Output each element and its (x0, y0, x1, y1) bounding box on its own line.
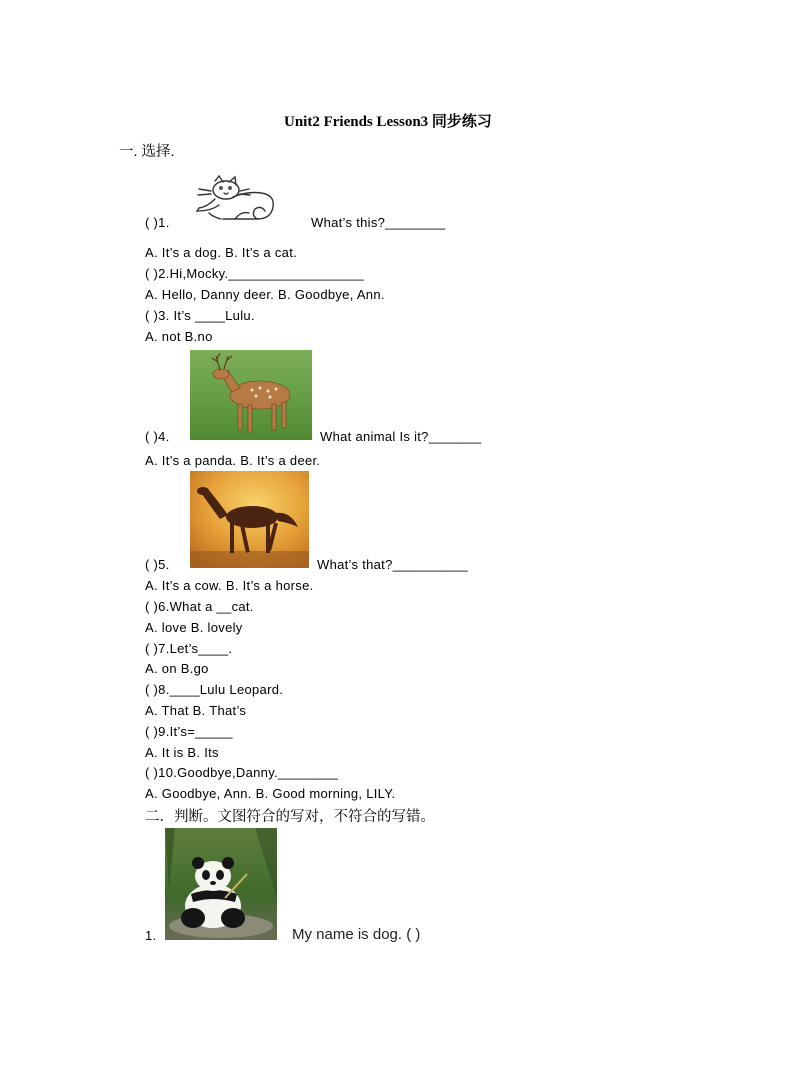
question-6-options: A. love B. lovely (145, 620, 243, 635)
question-2-options: A. Hello, Danny deer. B. Goodbye, Ann. (145, 287, 385, 302)
question-4-text: What animal Is it?_______ (320, 429, 482, 444)
question-10-stem: ( )10.Goodbye,Danny.________ (145, 765, 339, 780)
question-7-options: A. on B.go (145, 661, 209, 676)
section-heading-judge: 二．判断。文图符合的写对，不符合的写错。 (145, 809, 435, 825)
judge-1-number: 1. (145, 928, 157, 943)
question-4-stem: ( )4. (145, 429, 170, 444)
question-1-text: What’s this?________ (311, 215, 446, 230)
question-2-stem: ( )2.Hi,Mocky.__________________ (145, 266, 364, 281)
question-3-stem: ( )3. It’s ____Lulu. (145, 308, 255, 323)
deer-photo (190, 350, 312, 440)
question-9-stem: ( )9.It’s=_____ (145, 724, 233, 739)
horse-photo (190, 471, 309, 568)
question-4-options: A. It’s a panda. B. It’s a deer. (145, 453, 321, 468)
page-title: Unit2 Friends Lesson3 同步练习 (284, 114, 492, 130)
cat-sketch-image (193, 175, 279, 225)
question-1-stem: ( )1. (145, 215, 170, 230)
question-10-options: A. Goodbye, Ann. B. Good morning, LILY. (145, 786, 396, 801)
question-5-stem: ( )5. (145, 557, 170, 572)
question-3-options: A. not B.no (145, 329, 213, 344)
judge-1-text: My name is dog. ( ) (292, 926, 421, 943)
section-heading-choice: 一. 选择. (119, 144, 175, 160)
question-5-options: A. It’s a cow. B. It’s a horse. (145, 578, 314, 593)
question-6-stem: ( )6.What a __cat. (145, 599, 254, 614)
panda-photo (165, 828, 277, 940)
question-1-options: A. It’s a dog. B. It’s a cat. (145, 245, 298, 260)
question-8-options: A. That B. That’s (145, 703, 247, 718)
question-9-options: A. It is B. Its (145, 745, 219, 760)
question-5-text: What’s that?__________ (317, 557, 468, 572)
question-8-stem: ( )8.____Lulu Leopard. (145, 682, 284, 697)
question-7-stem: ( )7.Let’s____. (145, 641, 233, 656)
